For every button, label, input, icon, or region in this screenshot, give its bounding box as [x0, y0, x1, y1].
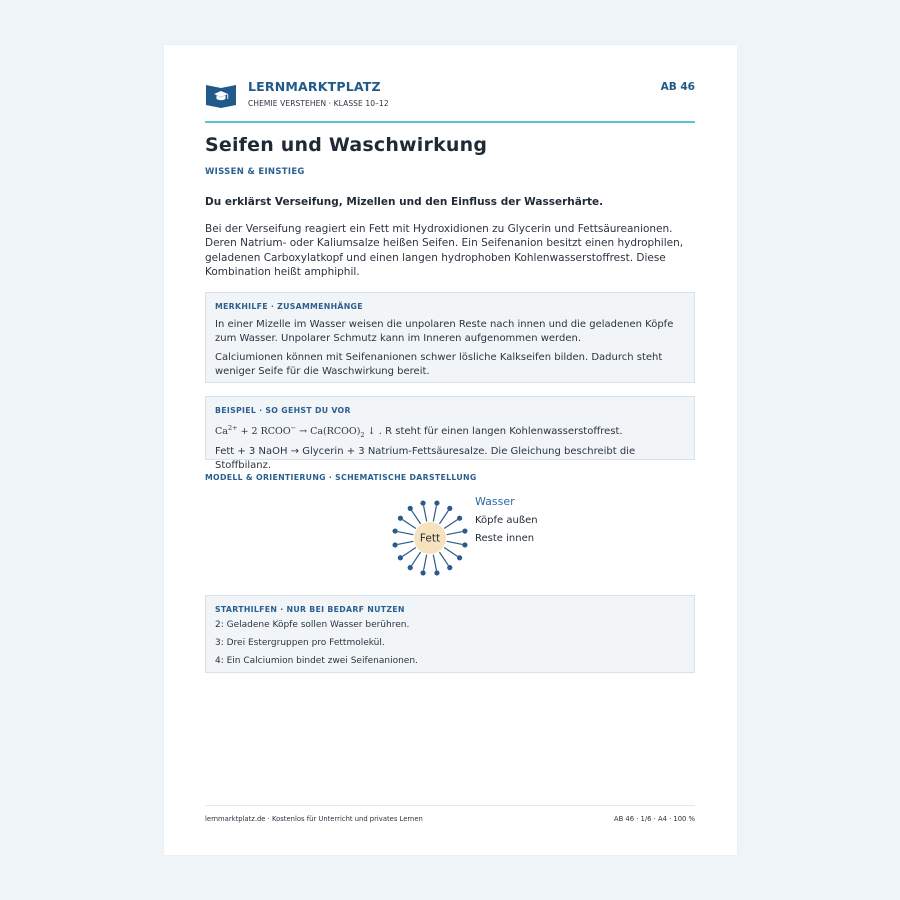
beispiel-heading: BEISPIEL · SO GEHST DU VOR — [215, 406, 351, 415]
brand-subtitle: CHEMIE VERSTEHEN · KLASSE 10–12 — [248, 99, 389, 108]
label-heads-outside: Köpfe außen — [475, 515, 538, 526]
soap-tail — [403, 547, 416, 556]
soap-head — [447, 506, 452, 511]
saponification-line: Fett + 3 NaOH → Glycerin + 3 Natrium-Fettsäuresalze. Die Gleichung beschreibt die Stoffbilanz. — [215, 446, 636, 472]
calcium-charge: 2+ — [227, 424, 238, 432]
soap-head — [392, 542, 397, 547]
precipitate-arrow: ↓ — [367, 426, 376, 438]
hint-item: 3: Drei Estergruppen pro Fettmolekül. — [215, 638, 385, 648]
soap-tail — [433, 555, 436, 571]
soap-head — [398, 516, 403, 521]
product-subscript: 2 — [360, 431, 365, 440]
starthilfen-box — [205, 595, 695, 673]
equation-note: . R steht für einen langen Kohlenwasserstoffrest. — [378, 426, 623, 438]
soap-tail — [412, 552, 421, 565]
soap-tail — [439, 552, 448, 565]
merkhilfe-text-2: Calciumionen können mit Seifenanionen schwer lösliche Kalkseifen bilden. Dadurch steht weniger Seife für die Waschwirkung bereit. — [215, 352, 663, 377]
soap-tail — [412, 511, 421, 524]
section-label: WISSEN & EINSTIEG — [205, 167, 305, 177]
footer-source: lernmarktplatz.de · Kostenlos für Unterricht und privates Lernen — [205, 815, 423, 823]
soap-tail — [398, 532, 414, 535]
graduation-book-icon — [205, 81, 237, 109]
soap-tail — [447, 541, 463, 544]
beispiel-box — [205, 396, 695, 472]
header-divider — [205, 121, 695, 123]
soap-head — [462, 528, 467, 533]
soap-head — [447, 565, 452, 570]
calcium-symbol: Ca — [215, 426, 228, 438]
soap-tail — [424, 555, 427, 571]
soap-head — [420, 570, 425, 575]
hint-item: 4: Ein Calciumion bindet zwei Seifenanionen. — [215, 656, 418, 666]
hint-item: 2: Geladene Köpfe sollen Wasser berühren. — [215, 620, 410, 630]
soap-head — [392, 528, 397, 533]
sheet-number: AB 46 — [660, 81, 695, 93]
soap-head — [408, 506, 413, 511]
equation-formula — [215, 424, 376, 440]
soap-head — [408, 565, 413, 570]
soap-tail — [444, 547, 457, 556]
soap-head — [420, 500, 425, 505]
reaction-equation — [215, 421, 685, 442]
soap-head — [434, 570, 439, 575]
starthilfen-heading: STARTHILFEN · NUR BEI BEDARF NUTZEN — [215, 605, 405, 614]
merkhilfe-heading: MERKHILFE · ZUSAMMENHÄNGE — [215, 302, 363, 311]
soap-tail — [439, 511, 448, 524]
soap-head — [457, 516, 462, 521]
footer-divider — [205, 805, 695, 806]
soap-tail — [424, 506, 427, 522]
soap-tail — [447, 532, 463, 535]
soap-tail — [444, 520, 457, 529]
fat-core-label: Fett — [419, 532, 441, 545]
model-heading: MODELL & ORIENTIERUNG · SCHEMATISCHE DARSTELLUNG — [205, 473, 477, 482]
footer-page-info: AB 46 · 1/6 · A4 · 100 % — [613, 815, 695, 823]
soap-head — [462, 542, 467, 547]
page-title: Seifen und Waschwirkung — [205, 134, 488, 156]
soap-tail — [433, 506, 436, 522]
soap-head — [457, 555, 462, 560]
worksheet-page — [164, 45, 737, 855]
anion-charge: − — [290, 424, 297, 432]
soap-tail — [398, 541, 414, 544]
label-water: Wasser — [475, 495, 515, 508]
brand-name: LERNMARKTPLATZ — [248, 79, 381, 94]
label-tails-inside: Reste innen — [475, 533, 535, 544]
product-term: → Ca(RCOO) — [299, 426, 361, 438]
soap-tail — [403, 520, 416, 529]
soap-head — [434, 500, 439, 505]
intro-paragraph: Bei der Verseifung reagiert ein Fett mit Hydroxidionen zu Glycerin und Fettsäureanionen. Deren Natrium- oder Kaliumsalze heißen Seifen. Ein Seifenanion besitzt einen hydrophilen, geladenen Carboxylatkopf und einen langen hydrophoben Kohlenwasserstoffrest. Diese Kombination heißt amphiphil. — [205, 223, 684, 278]
soap-anion-term: + 2 RCOO — [240, 426, 291, 438]
lead-sentence: Du erklärst Verseifung, Mizellen und den Einfluss der Wasserhärte. — [205, 196, 604, 208]
soap-head — [398, 555, 403, 560]
brand-block — [205, 80, 389, 109]
merkhilfe-box — [205, 292, 695, 383]
merkhilfe-text-1: In einer Mizelle im Wasser weisen die unpolaren Reste nach innen und die geladenen Köpfe zum Wasser. Unpolarer Schmutz kann im Inneren aufgenommen werden. — [215, 319, 674, 344]
